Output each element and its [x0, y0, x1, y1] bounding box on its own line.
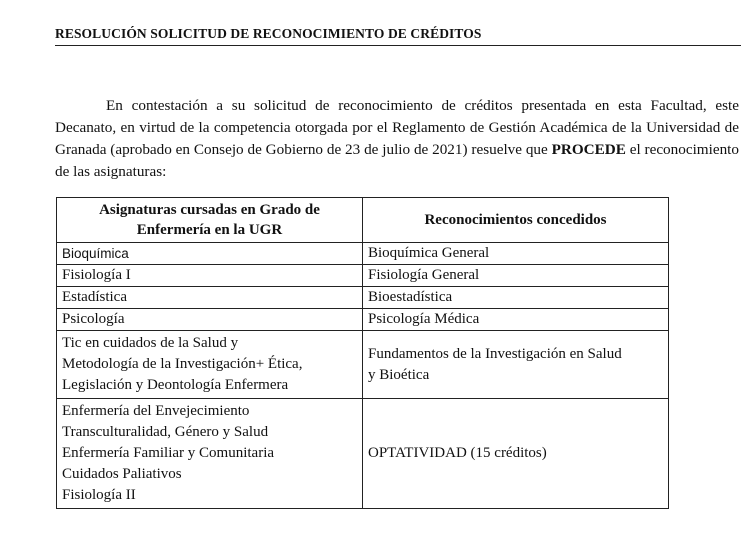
cell-line: Fisiología General [368, 267, 480, 283]
cell-line: Estadística [62, 289, 127, 305]
table-header-row [57, 198, 669, 243]
header-recognitions-granted: Reconocimientos concedidos [363, 198, 669, 243]
cell-line: Bioquímica [62, 246, 129, 261]
table-row [57, 265, 669, 287]
paragraph-text: En contestación a su solicitud de reconocimiento de créditos presentada en esta Facultad, este Decanato, en virtud de la competencia otorgada por el Reglamento de Gestión Académica de la Universidad de Granada (aprobado en Consejo de Gobierno de 23 de julio de 2021) resuelve que [55, 97, 739, 158]
subject-cell [57, 399, 363, 509]
table-row [57, 287, 669, 309]
document-title: RESOLUCIÓN SOLICITUD DE RECONOCIMIENTO DE CRÉDITOS [55, 26, 482, 41]
recognition-cell [363, 331, 669, 399]
recognition-cell [363, 399, 669, 509]
cell-line: Psicología Médica [368, 311, 480, 327]
cell-line: Bioestadística [368, 289, 453, 305]
cell-line: Enfermería Familiar y Comunitaria [62, 445, 275, 461]
header-line: Asignaturas cursadas en Grado de [99, 202, 320, 218]
title-underline [55, 45, 741, 46]
recognition-cell [363, 287, 669, 309]
cell-line: Fundamentos de la Investigación en Salud [368, 345, 622, 362]
table-row [57, 399, 669, 509]
cell-line: Transculturalidad, Género y Salud [62, 424, 269, 440]
header-subjects-taken [57, 198, 363, 243]
subject-cell [57, 309, 363, 331]
resolution-paragraph [55, 95, 739, 183]
cell-line: Fisiología II [62, 487, 136, 503]
paragraph-text-end: el reconocimiento de las asignaturas: [55, 141, 739, 180]
table-row [57, 243, 669, 265]
credits-table [56, 197, 669, 509]
cell-line: Cuidados Paliativos [62, 466, 182, 482]
cell-line: Bioquímica General [368, 245, 490, 261]
subject-cell [57, 331, 363, 399]
recognition-cell [363, 265, 669, 287]
paragraph-bold-procede: PROCEDE [551, 141, 626, 158]
table-row [57, 331, 669, 399]
table-row [57, 309, 669, 331]
subject-cell [57, 265, 363, 287]
subject-cell [57, 287, 363, 309]
cell-line: Fisiología I [62, 267, 131, 283]
cell-line: Metodología de la Investigación+ Ética, [62, 356, 303, 372]
recognition-cell [363, 309, 669, 331]
cell-line: OPTATIVIDAD (15 créditos) [368, 445, 547, 461]
cell-line: Legislación y Deontología Enfermera [62, 377, 289, 393]
recognition-cell [363, 243, 669, 265]
header-line: Enfermería en la UGR [136, 222, 283, 238]
cell-line: Tic en cuidados de la Salud y [62, 335, 239, 351]
cell-line: Enfermería del Envejecimiento [62, 403, 250, 419]
cell-line: Psicología [62, 311, 125, 327]
cell-line: y Bioética [368, 366, 430, 383]
subject-cell [57, 243, 363, 265]
